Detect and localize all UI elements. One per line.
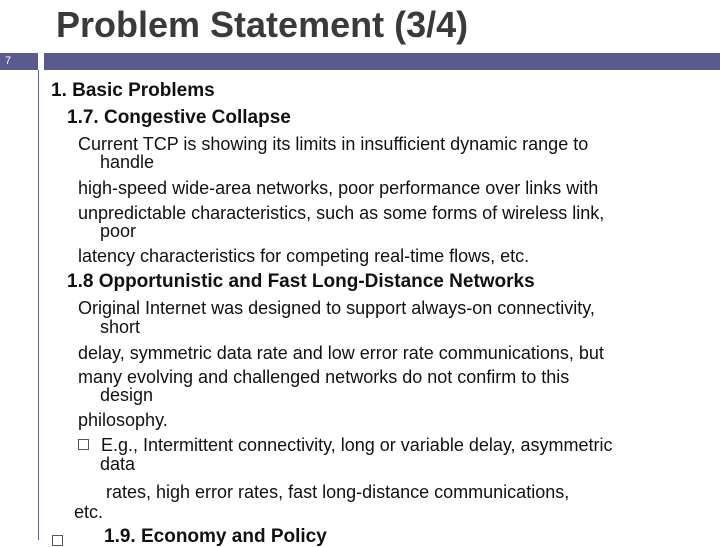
paragraph-line: latency characteristics for competing real-time flows, etc. (78, 246, 530, 266)
bullet-box-icon (78, 439, 89, 450)
paragraph-line: poor (100, 221, 137, 241)
paragraph-line: short (100, 317, 141, 337)
slide-title: Problem Statement (3/4) (56, 4, 469, 45)
heading-opportunistic-networks: 1.8 Opportunistic and Fast Long-Distance Networks (67, 271, 535, 292)
paragraph-line: delay, symmetric data rate and low error rate communications, but (78, 343, 604, 363)
paragraph-line: Current TCP is showing its limits in insufficient dynamic range to (78, 134, 589, 154)
left-rule-divider (38, 70, 39, 540)
paragraph-line: design (100, 385, 154, 405)
sub-bullet-item (78, 435, 613, 455)
heading-basic-problems: 1. Basic Problems (51, 80, 215, 101)
heading-economy-policy: 1.9. Economy and Policy (104, 526, 327, 547)
paragraph-line: many evolving and challenged networks do not confirm to this (78, 367, 570, 387)
paragraph-line: handle (100, 152, 155, 172)
paragraph-line: high-speed wide-area networks, poor performance over links with (78, 178, 599, 198)
heading-congestive-collapse: 1.7. Congestive Collapse (67, 107, 291, 128)
bullet-box-icon (52, 535, 63, 546)
paragraph-line: philosophy. (78, 410, 168, 430)
sub-bullet-text: E.g., Intermittent connectivity, long or variable delay, asymmetric (101, 435, 613, 455)
header-bar (44, 53, 720, 70)
paragraph-line: etc. (74, 502, 104, 522)
paragraph-line: unpredictable characteristics, such as some forms of wireless link, (78, 203, 605, 223)
paragraph-line: Original Internet was designed to support always-on connectivity, (78, 298, 595, 318)
paragraph-line: rates, high error rates, fast long-distance communications, (106, 482, 570, 502)
paragraph-line: data (100, 454, 136, 474)
slide-number: 7 (0, 53, 38, 70)
